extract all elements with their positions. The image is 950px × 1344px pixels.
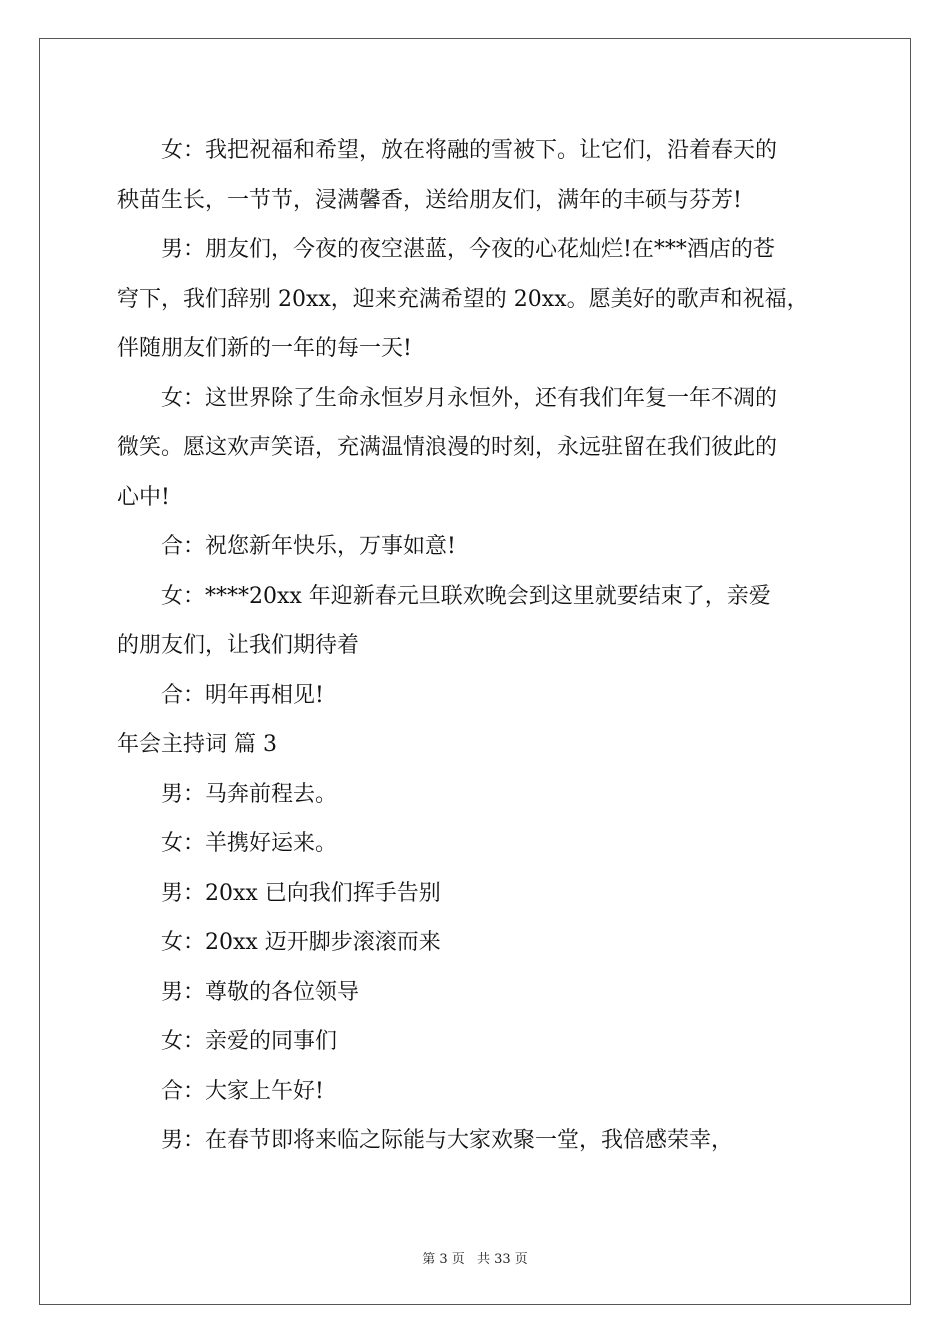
text-line: 女：****20xx 年迎新春元旦联欢晚会到这里就要结束了，亲爱 (161, 583, 771, 609)
text-line: 合：明年再相见! (161, 682, 324, 708)
text-line: 女：这世界除了生命永恒岁月永恒外，还有我们年复一年不凋的 (161, 385, 778, 411)
text-line: 的朋友们，让我们期待着 (117, 633, 360, 658)
text-line: 伴随朋友们新的一年的每一天! (117, 336, 412, 361)
page-number: 第 3 页 (422, 1252, 465, 1267)
text-line: 微笑。愿这欢声笑语，充满温情浪漫的时刻，永远驻留在我们彼此的 (117, 435, 778, 460)
text-line: 男：马奔前程去。 (161, 781, 338, 807)
page-total: 共 33 页 (476, 1252, 528, 1267)
text-line: 女：20xx 迈开脚步滚滚而来 (161, 930, 441, 955)
text-line: 女：羊携好运来。 (161, 831, 338, 856)
text-line: 男：在春节即将来临之际能与大家欢聚一堂，我倍感荣幸， (161, 1128, 734, 1153)
text-line: 男：20xx 已向我们挥手告别 (161, 880, 441, 906)
document-body (117, 126, 837, 1166)
text-line: 合：大家上午好! (161, 1078, 324, 1104)
text-line: 合：祝您新年快乐，万事如意! (161, 534, 456, 559)
text-line: 女：亲爱的同事们 (161, 1029, 338, 1054)
text-line: 穹下，我们辞别 20xx，迎来充满希望的 20xx。愿美好的歌声和祝福， (117, 286, 809, 312)
text-line: 男：朋友们，今夜的夜空湛蓝，今夜的心花灿烂!在***酒店的苍 (161, 237, 775, 262)
text-line: 男：尊敬的各位领导 (161, 979, 360, 1005)
text-line: 心中! (117, 484, 170, 510)
text-line: 女：我把祝福和希望，放在将融的雪被下。让它们，沿着春天的 (161, 138, 778, 163)
page-footer (0, 1248, 950, 1267)
text-line: 秧苗生长，一节节，浸满馨香，送给朋友们，满年的丰硕与芬芳! (117, 187, 742, 213)
section-heading: 年会主持词 篇 3 (117, 732, 277, 757)
